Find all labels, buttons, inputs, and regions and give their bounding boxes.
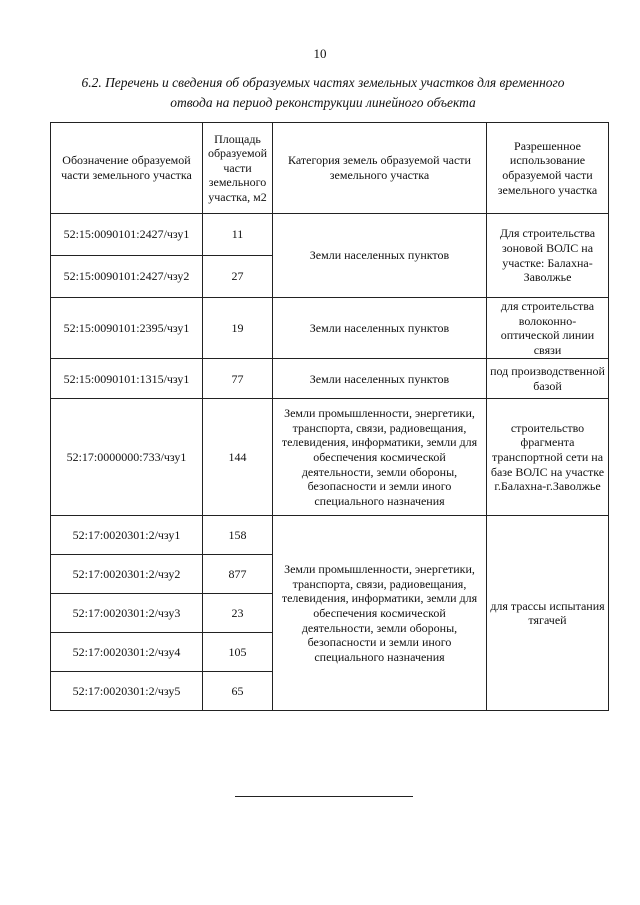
land-category-cell: Земли населенных пунктов <box>273 359 487 399</box>
land-category-cell: Земли населенных пунктов <box>273 214 487 298</box>
header-area: Площадь образуемой части земельного участка, м2 <box>203 123 273 214</box>
designation-cell: 52:17:0020301:2/чзу3 <box>51 594 203 633</box>
land-category-cell: Земли промышленности, энергетики, транспорта, связи, радиовещания, телевидения, информатики, земли для обеспечения космической деятельности, земли обороны, безопасности и земли иного специального назначения <box>273 516 487 711</box>
table-row <box>51 298 609 359</box>
area-cell: 158 <box>203 516 273 555</box>
land-category-cell: Земли промышленности, энергетики, транспорта, связи, радиовещания, телевидения, информатики, земли для обеспечения космической деятельности, земли обороны, безопасности и земли иного специального назначения <box>273 399 487 516</box>
area-cell: 23 <box>203 594 273 633</box>
area-cell: 65 <box>203 672 273 711</box>
land-category-cell: Земли населенных пунктов <box>273 298 487 359</box>
permitted-use-cell: для строительства волоконно-оптической линии связи <box>487 298 609 359</box>
section-title <box>58 73 588 113</box>
table-row <box>51 516 609 555</box>
permitted-use-cell: для трассы испытания тягачей <box>487 516 609 711</box>
designation-cell: 52:17:0020301:2/чзу1 <box>51 516 203 555</box>
area-cell: 144 <box>203 399 273 516</box>
designation-cell: 52:17:0020301:2/чзу5 <box>51 672 203 711</box>
table-row <box>51 359 609 399</box>
designation-cell: 52:17:0000000:733/чзу1 <box>51 399 203 516</box>
area-cell: 27 <box>203 256 273 298</box>
designation-cell: 52:17:0020301:2/чзу4 <box>51 633 203 672</box>
land-parts-table <box>50 122 609 711</box>
header-designation: Обозначение образуемой части земельного участка <box>51 123 203 214</box>
section-title-line-1: 6.2. Перечень и сведения об образуемых частях земельных участков для временного <box>81 75 565 90</box>
designation-cell: 52:15:0090101:2395/чзу1 <box>51 298 203 359</box>
table-row <box>51 399 609 516</box>
designation-cell: 52:15:0090101:2427/чзу1 <box>51 214 203 256</box>
area-cell: 105 <box>203 633 273 672</box>
header-permitted-use: Разрешенное использование образуемой части земельного участка <box>487 123 609 214</box>
table-header-row <box>51 123 609 214</box>
area-cell: 11 <box>203 214 273 256</box>
designation-cell: 52:17:0020301:2/чзу2 <box>51 555 203 594</box>
footer-divider <box>235 796 413 797</box>
area-cell: 19 <box>203 298 273 359</box>
permitted-use-cell: Для строительства зоновой ВОЛС на участке: Балахна-Заволжье <box>487 214 609 298</box>
area-cell: 77 <box>203 359 273 399</box>
designation-cell: 52:15:0090101:2427/чзу2 <box>51 256 203 298</box>
section-title-line-2: отвода на период реконструкции линейного объекта <box>170 95 476 110</box>
area-cell: 877 <box>203 555 273 594</box>
table-row <box>51 214 609 256</box>
page-number: 10 <box>313 46 327 61</box>
permitted-use-cell: под производственной базой <box>487 359 609 399</box>
designation-cell: 52:15:0090101:1315/чзу1 <box>51 359 203 399</box>
header-land-category: Категория земель образуемой части земельного участка <box>273 123 487 214</box>
permitted-use-cell: строительство фрагмента транспортной сети на базе ВОЛС на участке г.Балахна-г.Заволжье <box>487 399 609 516</box>
